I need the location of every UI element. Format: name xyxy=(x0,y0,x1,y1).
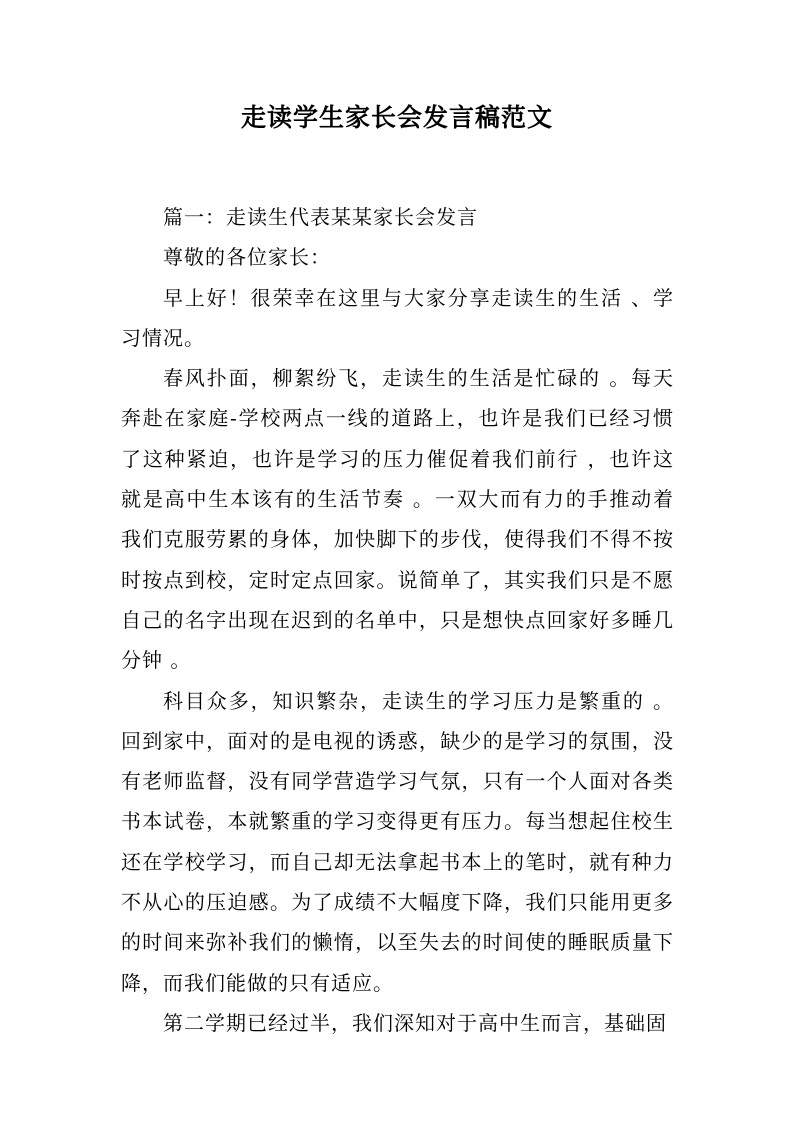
paragraph-daily-life: 春风扑面，柳絮纷飞，走读生的生活是忙碌的 。每天奔赴在家庭-学校两点一线的道路上，也许是我们已经习惯了这种紧迫，也许是学习的压力催促着我们前行 ，也许这就是高中生本该有的生活节奏 。一双大而有力的手推动着我们克服劳累的身体，加快脚下的步伐，使得我们不得不按时按点到校，定时定点回家。说简单了，其实我们只是不愿自己的名字出现在迟到的名单中，只是想快点回家好多睡几分钟 。 xyxy=(121,366,674,673)
paragraph-study-pressure: 科目众多，知识繁杂，走读生的学习压力是繁重的 。回到家中，面对的是电视的诱惑，缺少的是学习的氛围，没有老师监督，没有同学营造学习气氛，只有一个人面对各类书本试卷，本就繁重的学习变得更有压力。每当想起住校生还在学校学习，而自己却无法拿起书本上的笔时，就有种力不从心的压迫感。为了成绩不大幅度下降，我们只能用更多的时间来弥补我们的懒惰，以至失去的时间使的睡眠质量下降，而我们能做的只有适应。 xyxy=(121,688,674,995)
paragraph-greeting: 早上好！很荣幸在这里与大家分享走读生的生活 、学习情况。 xyxy=(121,285,674,350)
document-title: 走读学生家长会发言稿范文 xyxy=(240,103,553,132)
paragraph-second-semester: 第二学期已经过半，我们深知对于高中生而言，基础固 xyxy=(163,1010,667,1035)
salutation: 尊敬的各位家长： xyxy=(163,245,331,270)
document-body xyxy=(121,197,674,1043)
section-heading: 篇一：走读生代表某某家长会发言 xyxy=(163,205,478,229)
